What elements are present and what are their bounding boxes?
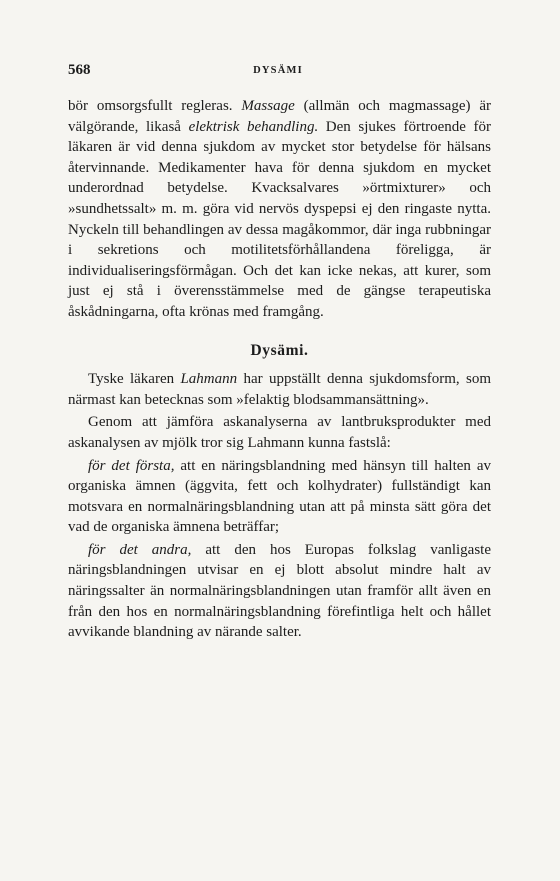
- body-text: [68, 96, 491, 643]
- emphasis-massage: Massage: [241, 98, 295, 114]
- emphasis-electric-treatment: elektrisk behandling.: [188, 118, 319, 135]
- emphasis-lahmann: Lahmann: [180, 371, 238, 388]
- emphasis-first: för det första,: [88, 457, 175, 474]
- paragraph-text: att den hos Europas folkslag vanligaste näringsblandningen utvisar en ej blott absolut mindre halt av näringssalter än normalnäringsblandningen utan framför allt även en från den hos en normalnäringsblandning förefintliga helt och hållet avvikande blandning av närande salter.: [68, 541, 492, 641]
- page-number: 568: [68, 62, 91, 78]
- paragraph-first-point: [68, 456, 491, 538]
- paragraph-text: Tyske läkaren: [88, 371, 181, 388]
- paragraph-lahmann: [68, 369, 491, 410]
- paragraph-text: att en näringsblandning med hänsyn till halten av organiska ämnen (äggvita, fett och kolhydrater) fullständigt kan motsvara en normalnäringsblandning utan att på minsta sätt göra det vad de organiska ämnena beträffar;: [68, 457, 491, 536]
- section-heading: Dysämi.: [250, 341, 309, 359]
- emphasis-second: för det andra,: [88, 541, 192, 558]
- running-head: DYSÄMI: [253, 65, 303, 76]
- paragraph-text: (allmän och magmassage) är välgörande, likaså: [68, 98, 491, 135]
- paragraph-text: Den sjukes förtroende för läkaren är vid denna sjukdom av mycket stor betydelse för hälsans återvinnande. Medikamenter hava för denna sjukdom en mycket underordnad betydelse. Kvacksalvares »örtmixturer» och »sundhetssalt» m. m. göra vid nervös dyspepsi ej den ringaste nytta. Nyckeln till behandlingen av dessa magåkommor, där inga rubbningar i sekretions och motilitetsförhållandena föreligga, är individualiseringsförmågan. Och det kan icke nekas, att kurer, som just ej stå i överensstämmelse med de gängse terapeutiska åskådningarna, ofta krönas med framgång.: [68, 118, 492, 320]
- paragraph-treatment: [68, 96, 491, 323]
- paragraph-ash-analysis: Genom att jämföra askanalyserna av lantbruksprodukter med askanalysen av mjölk tror sig Lahmann kunna fastslå:: [68, 414, 491, 451]
- page-header: [68, 62, 488, 84]
- paragraph-second-point: [68, 540, 491, 643]
- paragraph-text: bör omsorgsfullt regleras.: [68, 98, 242, 114]
- paragraph-text: har uppställt denna sjukdomsform, som närmast kan betecknas som »felaktig blodsammansättning».: [68, 371, 491, 408]
